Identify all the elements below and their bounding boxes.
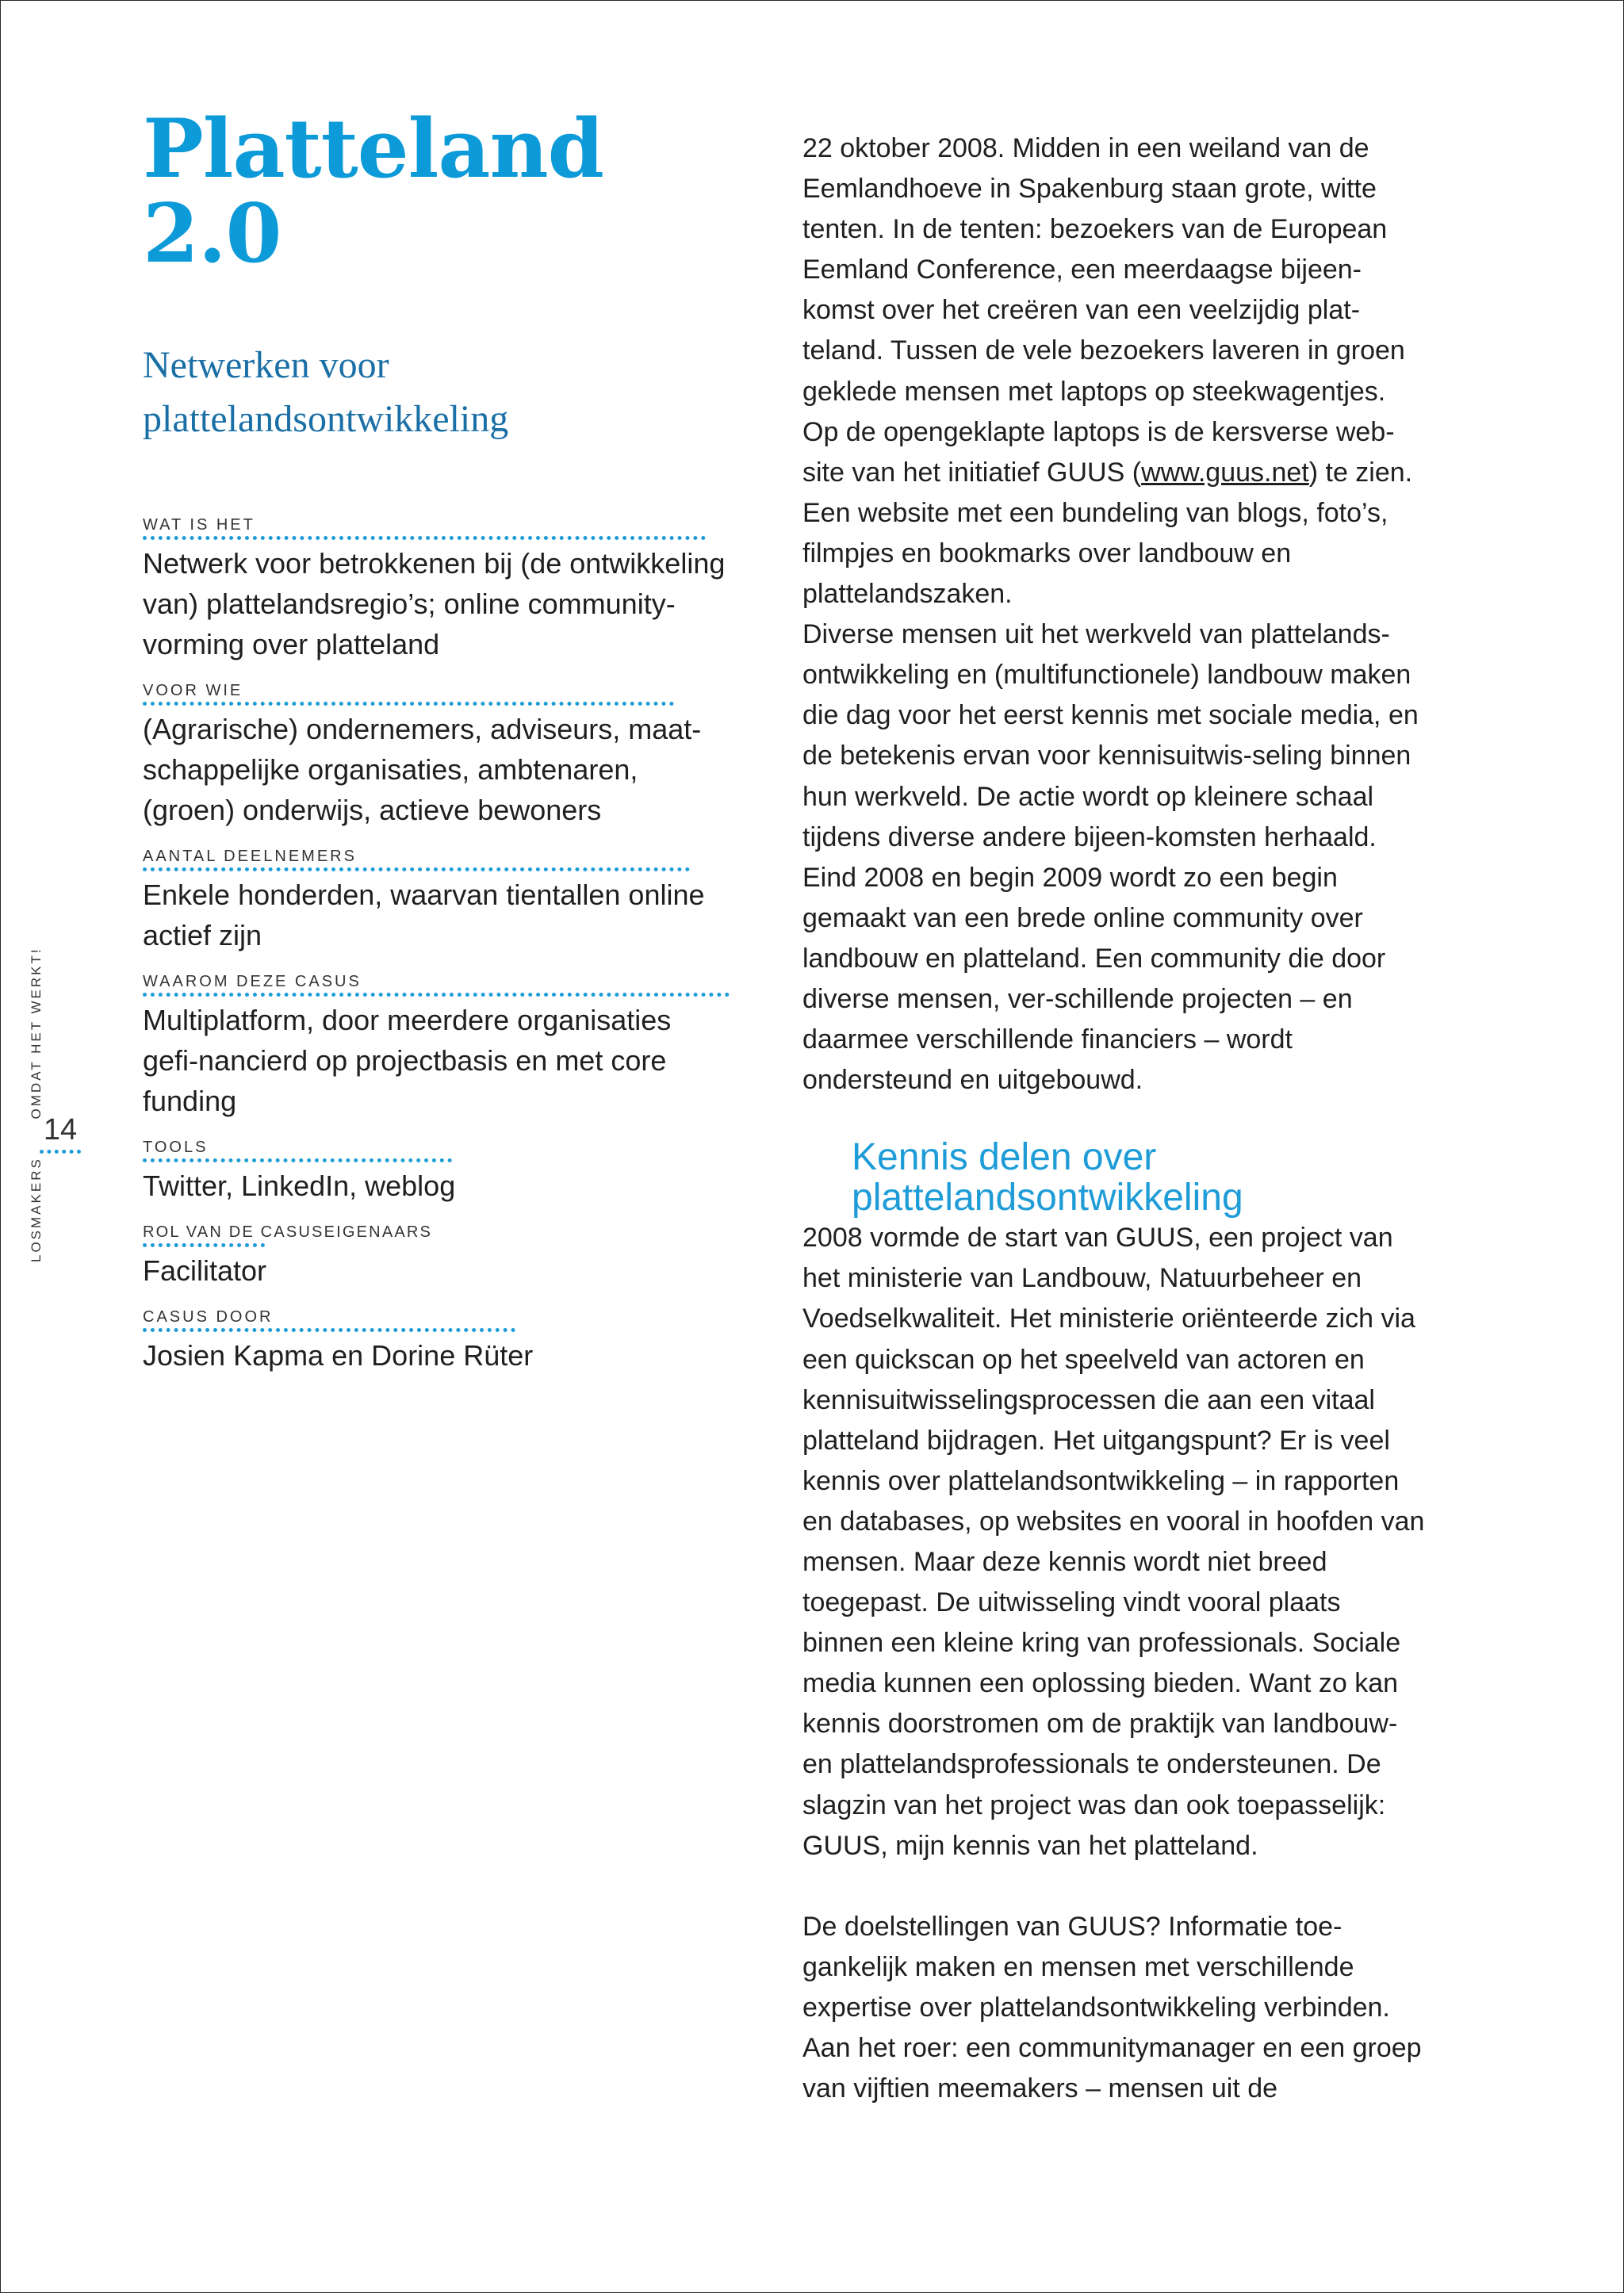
left-column <box>143 101 730 1376</box>
paragraph-start-guus: 2008 vormde de start van GUUS, een project van het ministerie van Landbouw, Natuurbeheer en Voedselkwaliteit. Het ministerie oriënteerde zich via een quickscan op het speelveld van actoren en kennisuitwisselingsprocessen die aan een vitaal platteland bijdragen. Het uitgangspunt? Er is veel kennis over plattelandsontwikkeling – in rapporten en databases, op websites en vooral in hoofden van mensen. Maar deze kennis wordt niet breed toegepast. De uitwisseling vindt vooral plaats binnen een kleine kring van professionals. Sociale media kunnen een oplossing bieden. Want zo kan kennis doorstromen om de praktijk van landbouw- en plattelandsprofessionals te ondersteunen. De slagzin van het project was dan ook toepasselijk: GUUS, mijn kennis van het platteland. <box>802 1223 1425 1861</box>
page-number: 14 <box>40 1112 81 1154</box>
fact-label-rol-van-de-casuseigenaars: ROL VAN DE CASUSEIGENAARS <box>143 1223 433 1242</box>
article-body <box>802 128 1429 2109</box>
case-facts <box>143 516 730 1376</box>
paragraph-intro <box>802 128 1429 614</box>
subtitle-line-1: Netwerken voor <box>143 344 389 387</box>
section-title: OMDAT HET WERKT! <box>29 947 44 1120</box>
guus-website-link[interactable]: www.guus.net <box>1141 457 1309 488</box>
fact-value-wat-is-het: Netwerk voor betrokkenen bij (de ontwikkeling van) plattelandsregio’s; online community-vorming over platteland <box>143 547 726 661</box>
section-heading-line-2: plattelandsontwikkeling <box>852 1177 1243 1219</box>
fact-value-waarom-deze-casus: Multiplatform, door meerdere organisaties gefi-nancierd op projectbasis en met core funding <box>143 1004 672 1118</box>
fact-value-voor-wie: (Agrarische) ondernemers, adviseurs, maat-schappelijke organisaties, ambtenaren, (groen) onderwijs, actieve bewoners <box>143 713 702 827</box>
fact-label-voor-wie: VOOR WIE <box>143 682 674 706</box>
subtitle-line-2: plattelandsontwikkeling <box>143 398 509 441</box>
fact-label-waarom-deze-casus: WAAROM DEZE CASUS <box>143 973 730 997</box>
paragraph-intro-text-end: ) te zien. Een website met een bundeling van blogs, foto’s, filmpjes en bookmarks over landbouw en plattelandszaken. <box>802 457 1413 610</box>
paragraph-intro-text: 22 oktober 2008. Midden in een weiland van de Eemlandhoeve in Spakenburg staan grote, witte tenten. In de tenten: bezoekers van de European Eemland Conference, een meerdaagse bijeen-komst over het creëren van een veelzijdig plat-teland. Tussen de vele bezoekers laveren in groen geklede mensen met laptops op steekwagentjes. Op de opengeklapte laptops is de kersverse web-site van het initiatief GUUS ( <box>802 133 1405 488</box>
section-heading <box>852 1137 1429 1218</box>
fact-value-aantal-deelnemers: Enkele honderden, waarvan tientallen online actief zijn <box>143 879 705 952</box>
page-subtitle <box>143 339 730 446</box>
running-header <box>29 947 44 1262</box>
paragraph-gap <box>802 1866 1429 1907</box>
paragraph-community: Diverse mensen uit het werkveld van plattelands-ontwikkeling en (multifunctionele) landbouw maken die dag voor het eerst kennis met sociale media, en de betekenis ervan voor kennisuitwis-seling binnen hun werkveld. De actie wordt op kleinere schaal tijdens diverse andere bijeen-komsten herhaald. Eind 2008 en begin 2009 wordt zo een begin gemaakt van een brede online community over landbouw en platteland. Een community die door diverse mensen, ver-schillende projecten – en daarmee verschillende financiers – wordt ondersteund en uitgebouwd. <box>802 619 1419 1096</box>
fact-label-wat-is-het: WAT IS HET <box>143 516 706 540</box>
fact-label-tools: TOOLS <box>143 1139 452 1162</box>
fact-label-casus-door: CASUS DOOR <box>143 1308 515 1332</box>
paragraph-doelstellingen: De doelstellingen van GUUS? Informatie toe-gankelijk maken en mensen met verschillende expertise over plattelandsontwikkeling verbinden. Aan het roer: een communitymanager en een groep van vijftien meemakers – mensen uit de <box>802 1911 1422 2104</box>
fact-rule-rol <box>143 1243 265 1247</box>
fact-value-tools: Twitter, LinkedIn, weblog <box>143 1169 456 1203</box>
book-title: LOSMAKERS <box>29 1157 44 1262</box>
fact-label-aantal-deelnemers: AANTAL DEELNEMERS <box>143 848 690 871</box>
fact-value-casus-door: Josien Kapma en Dorine Rüter <box>143 1339 534 1372</box>
section-heading-line-1: Kennis delen over <box>852 1136 1157 1179</box>
page-title: Platteland 2.0 <box>143 101 603 282</box>
fact-value-rol-van-de-casuseigenaars: Facilitator <box>143 1254 267 1288</box>
